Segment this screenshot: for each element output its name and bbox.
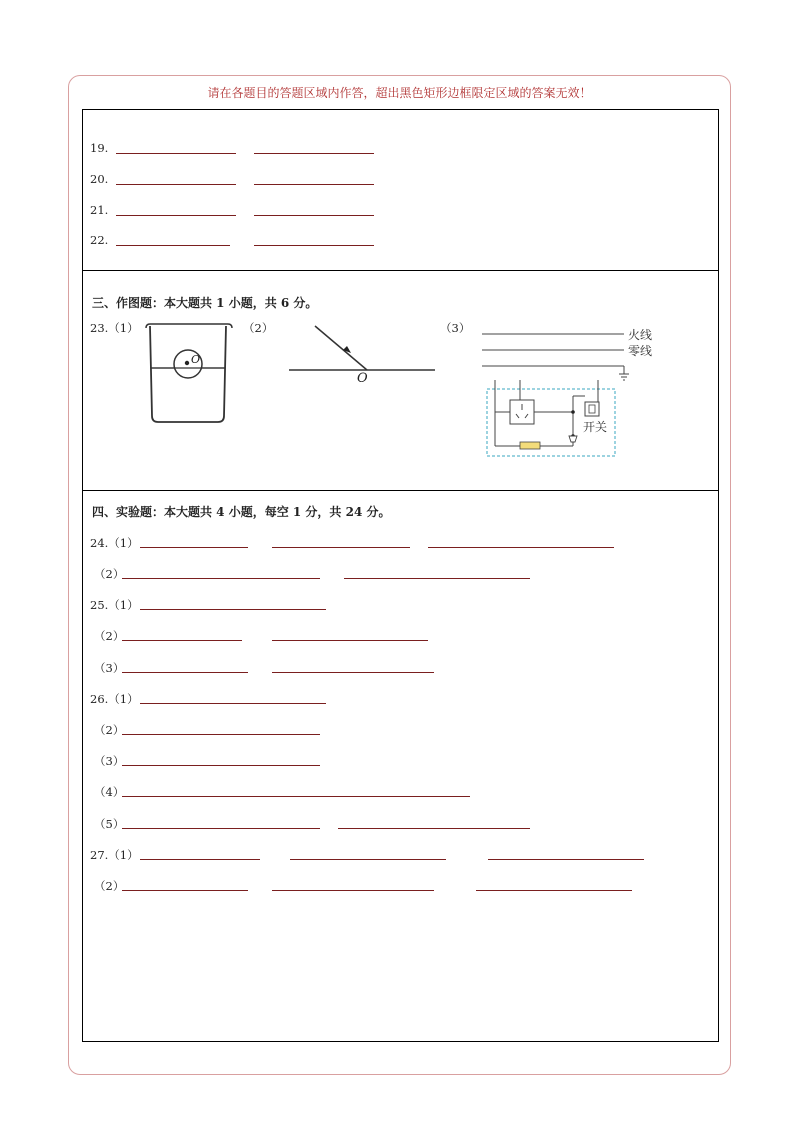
q24-2-blank-1[interactable] bbox=[122, 578, 320, 579]
q27-1-blank-1[interactable] bbox=[140, 859, 260, 860]
q26-5-label: （5） bbox=[94, 817, 125, 831]
q27-1-label: 27.（1） bbox=[90, 848, 139, 862]
light-ray-diagram[interactable] bbox=[285, 322, 440, 392]
section4-heading: 四、实验题：本大题共 4 小题，每空 1 分，共 24 分。 bbox=[92, 505, 391, 519]
q26-4-blank-1[interactable] bbox=[122, 796, 470, 797]
q27-2-blank-3[interactable] bbox=[476, 890, 632, 891]
q20-blank-2[interactable] bbox=[254, 184, 374, 185]
q21-label: 21. bbox=[90, 203, 109, 217]
q26-1-label: 26.（1） bbox=[90, 692, 139, 706]
q23-label: 23.（1） bbox=[90, 321, 139, 335]
q26-2-blank-1[interactable] bbox=[122, 734, 320, 735]
q20-label: 20. bbox=[90, 172, 109, 186]
q22-label: 22. bbox=[90, 233, 109, 247]
q24-1-blank-1[interactable] bbox=[140, 547, 248, 548]
experiment-box bbox=[82, 490, 719, 1042]
q21-blank-2[interactable] bbox=[254, 215, 374, 216]
q27-2-label: （2） bbox=[94, 879, 125, 893]
ball-point-label: O bbox=[191, 353, 201, 366]
household-circuit-diagram[interactable] bbox=[478, 324, 668, 460]
q26-5-blank-2[interactable] bbox=[338, 828, 530, 829]
q25-3-blank-2[interactable] bbox=[272, 672, 434, 673]
q25-1-blank-1[interactable] bbox=[140, 609, 326, 610]
q27-1-blank-3[interactable] bbox=[488, 859, 644, 860]
incidence-point-label: O bbox=[357, 371, 368, 386]
q26-3-blank-1[interactable] bbox=[122, 765, 320, 766]
q19-label: 19. bbox=[90, 141, 109, 155]
q27-1-blank-2[interactable] bbox=[290, 859, 446, 860]
beaker-diagram[interactable] bbox=[140, 318, 240, 430]
q19-blank-1[interactable] bbox=[116, 153, 236, 154]
q25-3-blank-1[interactable] bbox=[122, 672, 248, 673]
q25-2-blank-2[interactable] bbox=[272, 640, 428, 641]
switch-label: 开关 bbox=[583, 420, 608, 434]
q26-5-blank-1[interactable] bbox=[122, 828, 320, 829]
q22-blank-2[interactable] bbox=[254, 245, 374, 246]
q24-1-blank-3[interactable] bbox=[428, 547, 614, 548]
q27-2-blank-1[interactable] bbox=[122, 890, 248, 891]
q25-2-blank-1[interactable] bbox=[122, 640, 242, 641]
neutral-wire-label: 零线 bbox=[628, 344, 653, 358]
q24-2-label: （2） bbox=[94, 567, 125, 581]
q26-1-blank-1[interactable] bbox=[140, 703, 326, 704]
q24-1-label: 24.（1） bbox=[90, 536, 139, 550]
q24-1-blank-2[interactable] bbox=[272, 547, 410, 548]
section3-heading: 三、作图题：本大题共 1 小题，共 6 分。 bbox=[92, 296, 318, 310]
q27-2-blank-2[interactable] bbox=[272, 890, 434, 891]
q21-blank-1[interactable] bbox=[116, 215, 236, 216]
q26-2-label: （2） bbox=[94, 723, 125, 737]
q23-part2-label: （2） bbox=[243, 321, 274, 335]
q25-2-label: （2） bbox=[94, 629, 125, 643]
q22-blank-1[interactable] bbox=[116, 245, 230, 246]
q25-3-label: （3） bbox=[94, 661, 125, 675]
q20-blank-1[interactable] bbox=[116, 184, 236, 185]
q23-part3-label: （3） bbox=[440, 321, 471, 335]
q19-blank-2[interactable] bbox=[254, 153, 374, 154]
q26-3-label: （3） bbox=[94, 754, 125, 768]
q26-4-label: （4） bbox=[94, 785, 125, 799]
q24-2-blank-2[interactable] bbox=[344, 578, 530, 579]
live-wire-label: 火线 bbox=[628, 328, 653, 342]
q25-1-label: 25.（1） bbox=[90, 598, 139, 612]
notice-text: 请在各题目的答题区域内作答，超出黑色矩形边框限定区域的答案无效！ bbox=[207, 86, 592, 100]
fill-in-box bbox=[82, 109, 719, 271]
